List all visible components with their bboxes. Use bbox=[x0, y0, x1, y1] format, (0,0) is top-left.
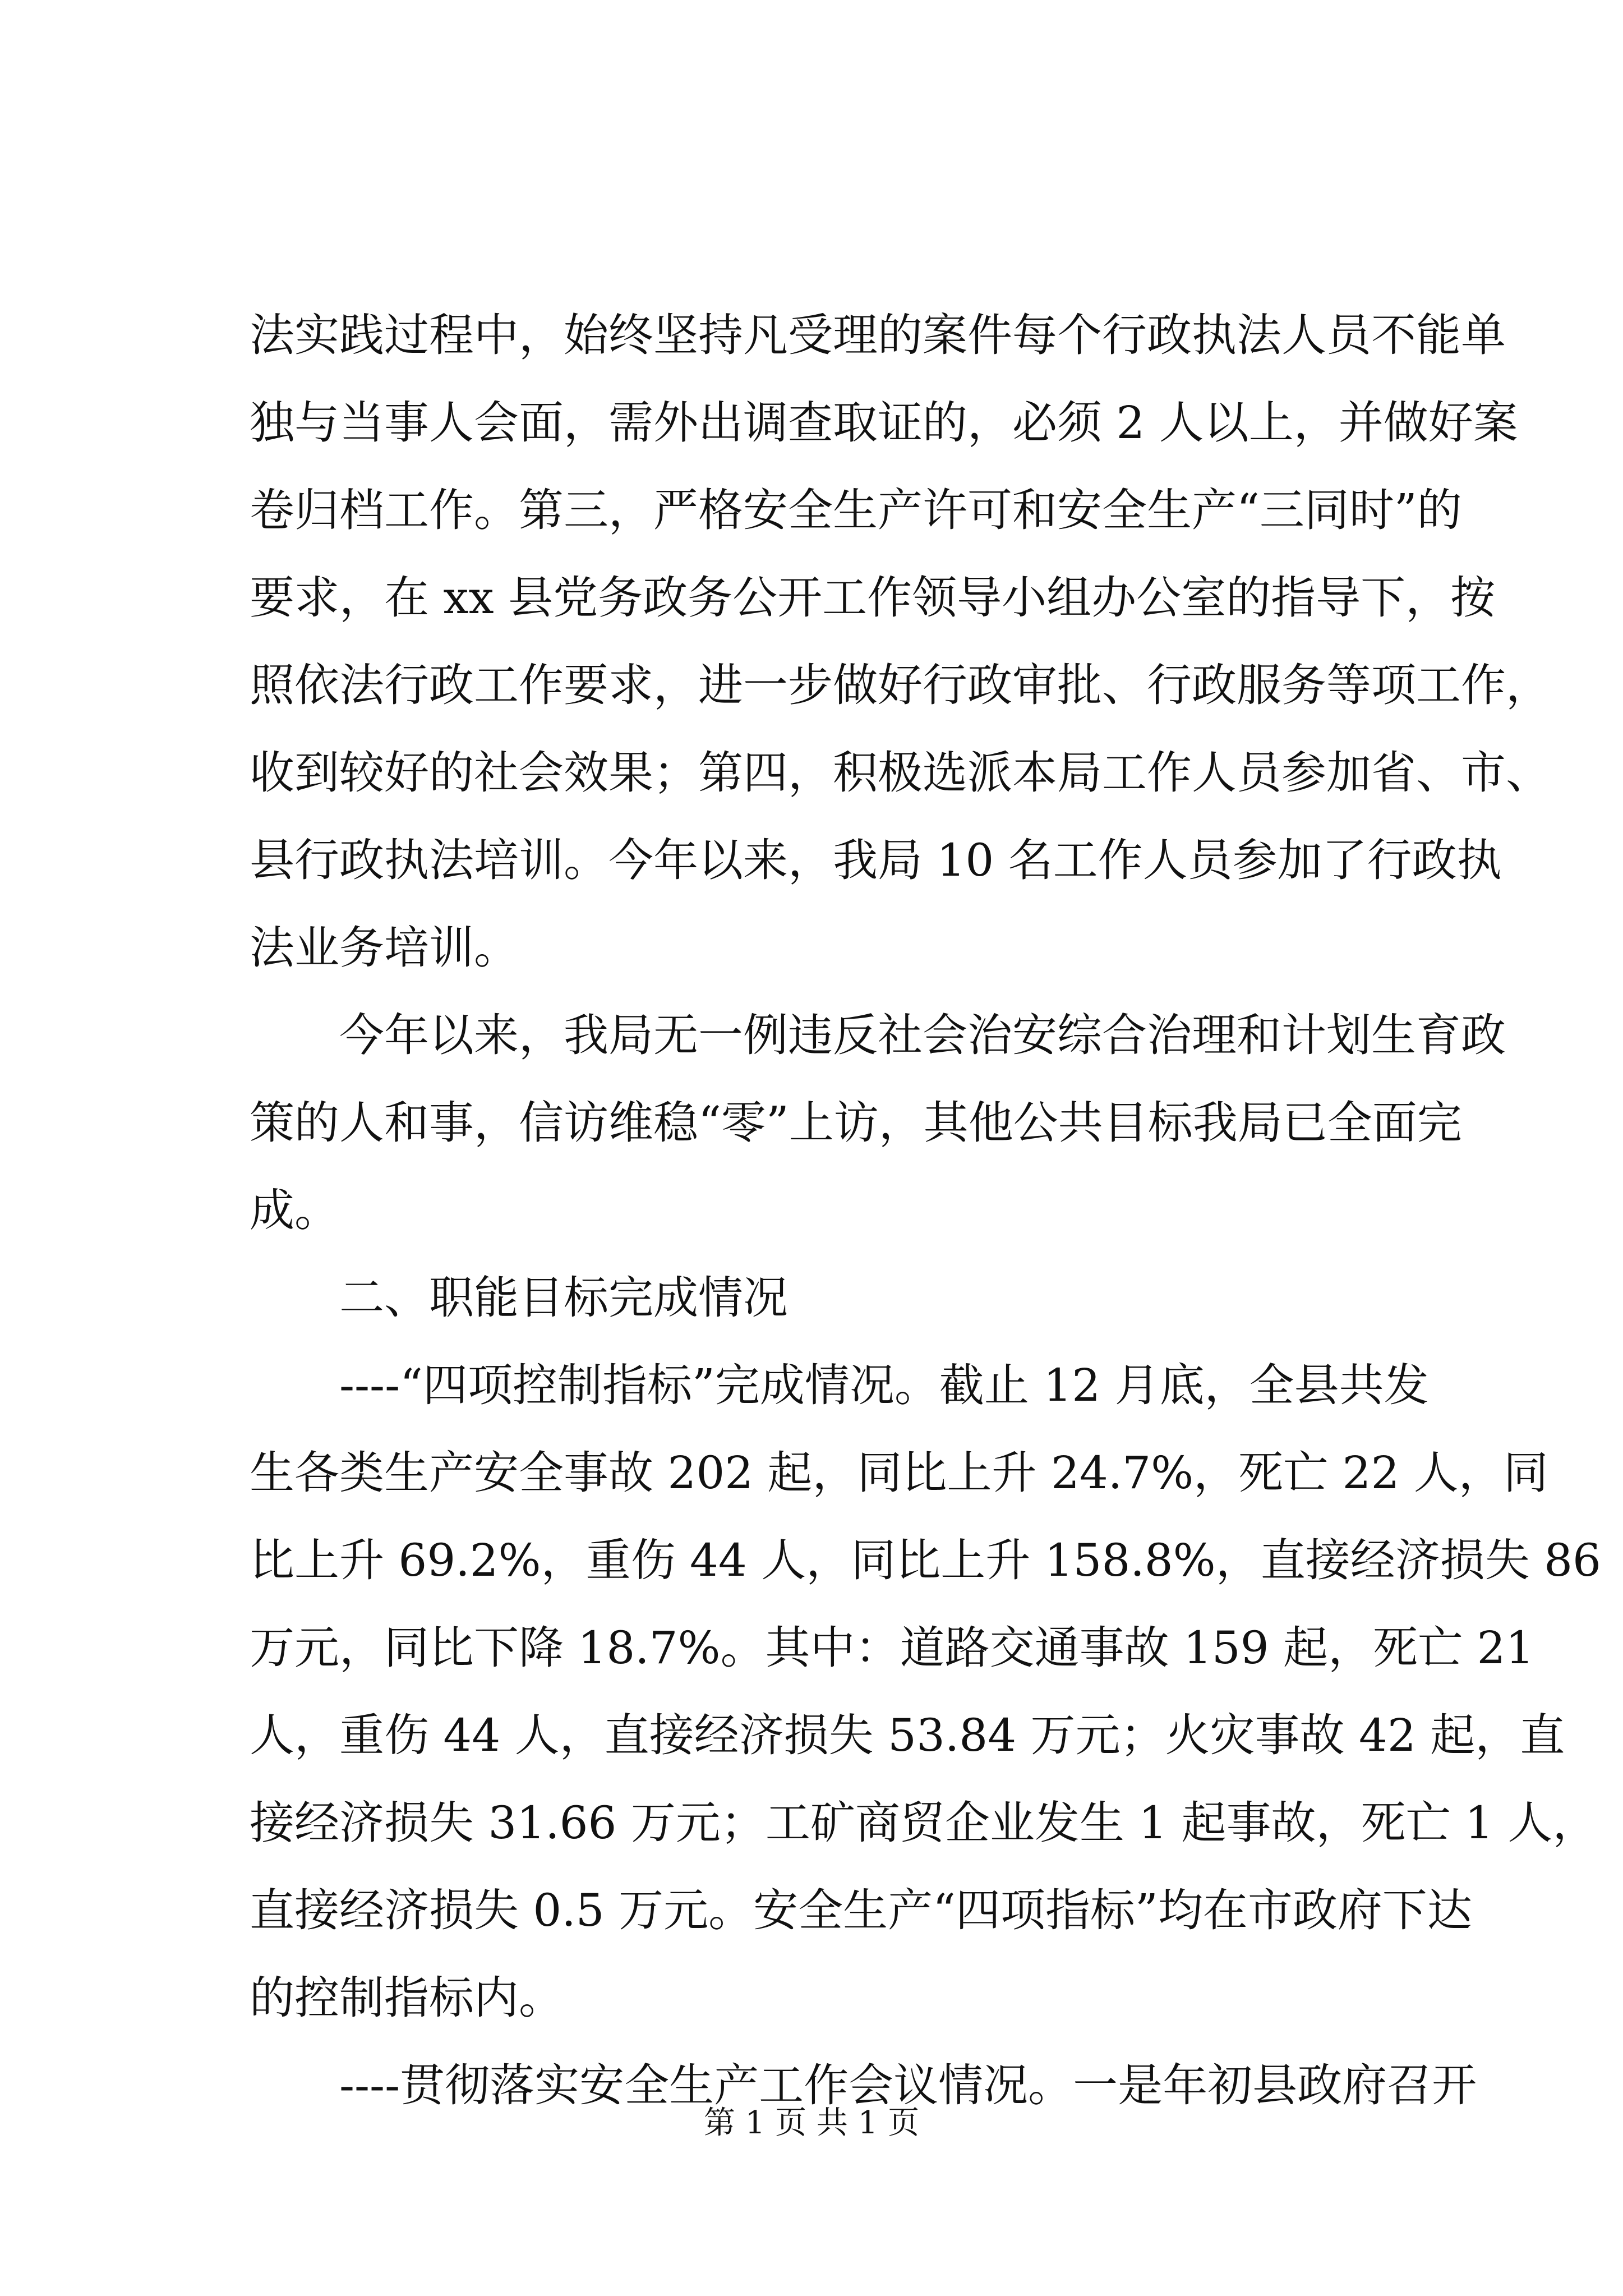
text-line: 照依法行政工作要求，进一步做好行政审批、行政服务等项工作， bbox=[250, 659, 1551, 711]
document-body bbox=[250, 292, 1601, 2129]
text-line: 法实践过程中，始终坚持凡受理的案件每个行政执法人员不能单 bbox=[250, 309, 1506, 361]
text-line: 的控制指标内。 bbox=[250, 1972, 564, 2024]
text-line: 直接经济损失 0.5 万元。安全生产“四项指标”均在市政府下达 bbox=[250, 1884, 1472, 1936]
text-line: 生各类生产安全事故 202 起，同比上升 24.7%，死亡 22 人，同 bbox=[250, 1447, 1548, 1499]
text-line: 策的人和事，信访维稳“零”上访，其他公共目标我局已全面完 bbox=[250, 1097, 1462, 1149]
text-line: 收到较好的社会效果；第四，积极选派本局工作人员参加省、市、 bbox=[250, 747, 1551, 799]
text-line: 法业务培训。 bbox=[250, 922, 519, 974]
text-line: 卷归档工作。第三，严格安全生产许可和安全生产“三同时”的 bbox=[250, 484, 1462, 536]
section-heading: 二、职能目标完成情况 bbox=[250, 1272, 788, 1324]
text-line: 人，重伤 44 人，直接经济损失 53.84 万元；火灾事故 42 起，直 bbox=[250, 1709, 1565, 1761]
text-line: 要求，在 xx 县党务政务公开工作领导小组办公室的指导下，按 bbox=[250, 572, 1496, 624]
text-line: 县行政执法培训。今年以来，我局 10 名工作人员参加了行政执 bbox=[250, 834, 1502, 886]
text-line: 今年以来，我局无一例违反社会治安综合治理和计划生育政 bbox=[250, 1009, 1506, 1061]
text-line: ----贯彻落实安全生产工作会议情况。一是年初县政府召开 bbox=[250, 2059, 1477, 2111]
text-line: ----“四项控制指标”完成情况。截止 12 月底，全县共发 bbox=[250, 1359, 1429, 1411]
text-line: 成。 bbox=[250, 1184, 339, 1236]
page-number-footer: 第 1 页 共 1 页 bbox=[703, 2105, 920, 2141]
text-line: 比上升 69.2%，重伤 44 人，同比上升 158.8%，直接经济损失 86 bbox=[250, 1534, 1601, 1586]
text-line: 接经济损失 31.66 万元；工矿商贸企业发生 1 起事故，死亡 1 人， bbox=[250, 1797, 1598, 1849]
text-line: 万元，同比下降 18.7%。其中：道路交通事故 159 起，死亡 21 bbox=[250, 1622, 1534, 1674]
text-line: 独与当事人会面，需外出调查取证的，必须 2 人以上，并做好案 bbox=[250, 397, 1518, 449]
